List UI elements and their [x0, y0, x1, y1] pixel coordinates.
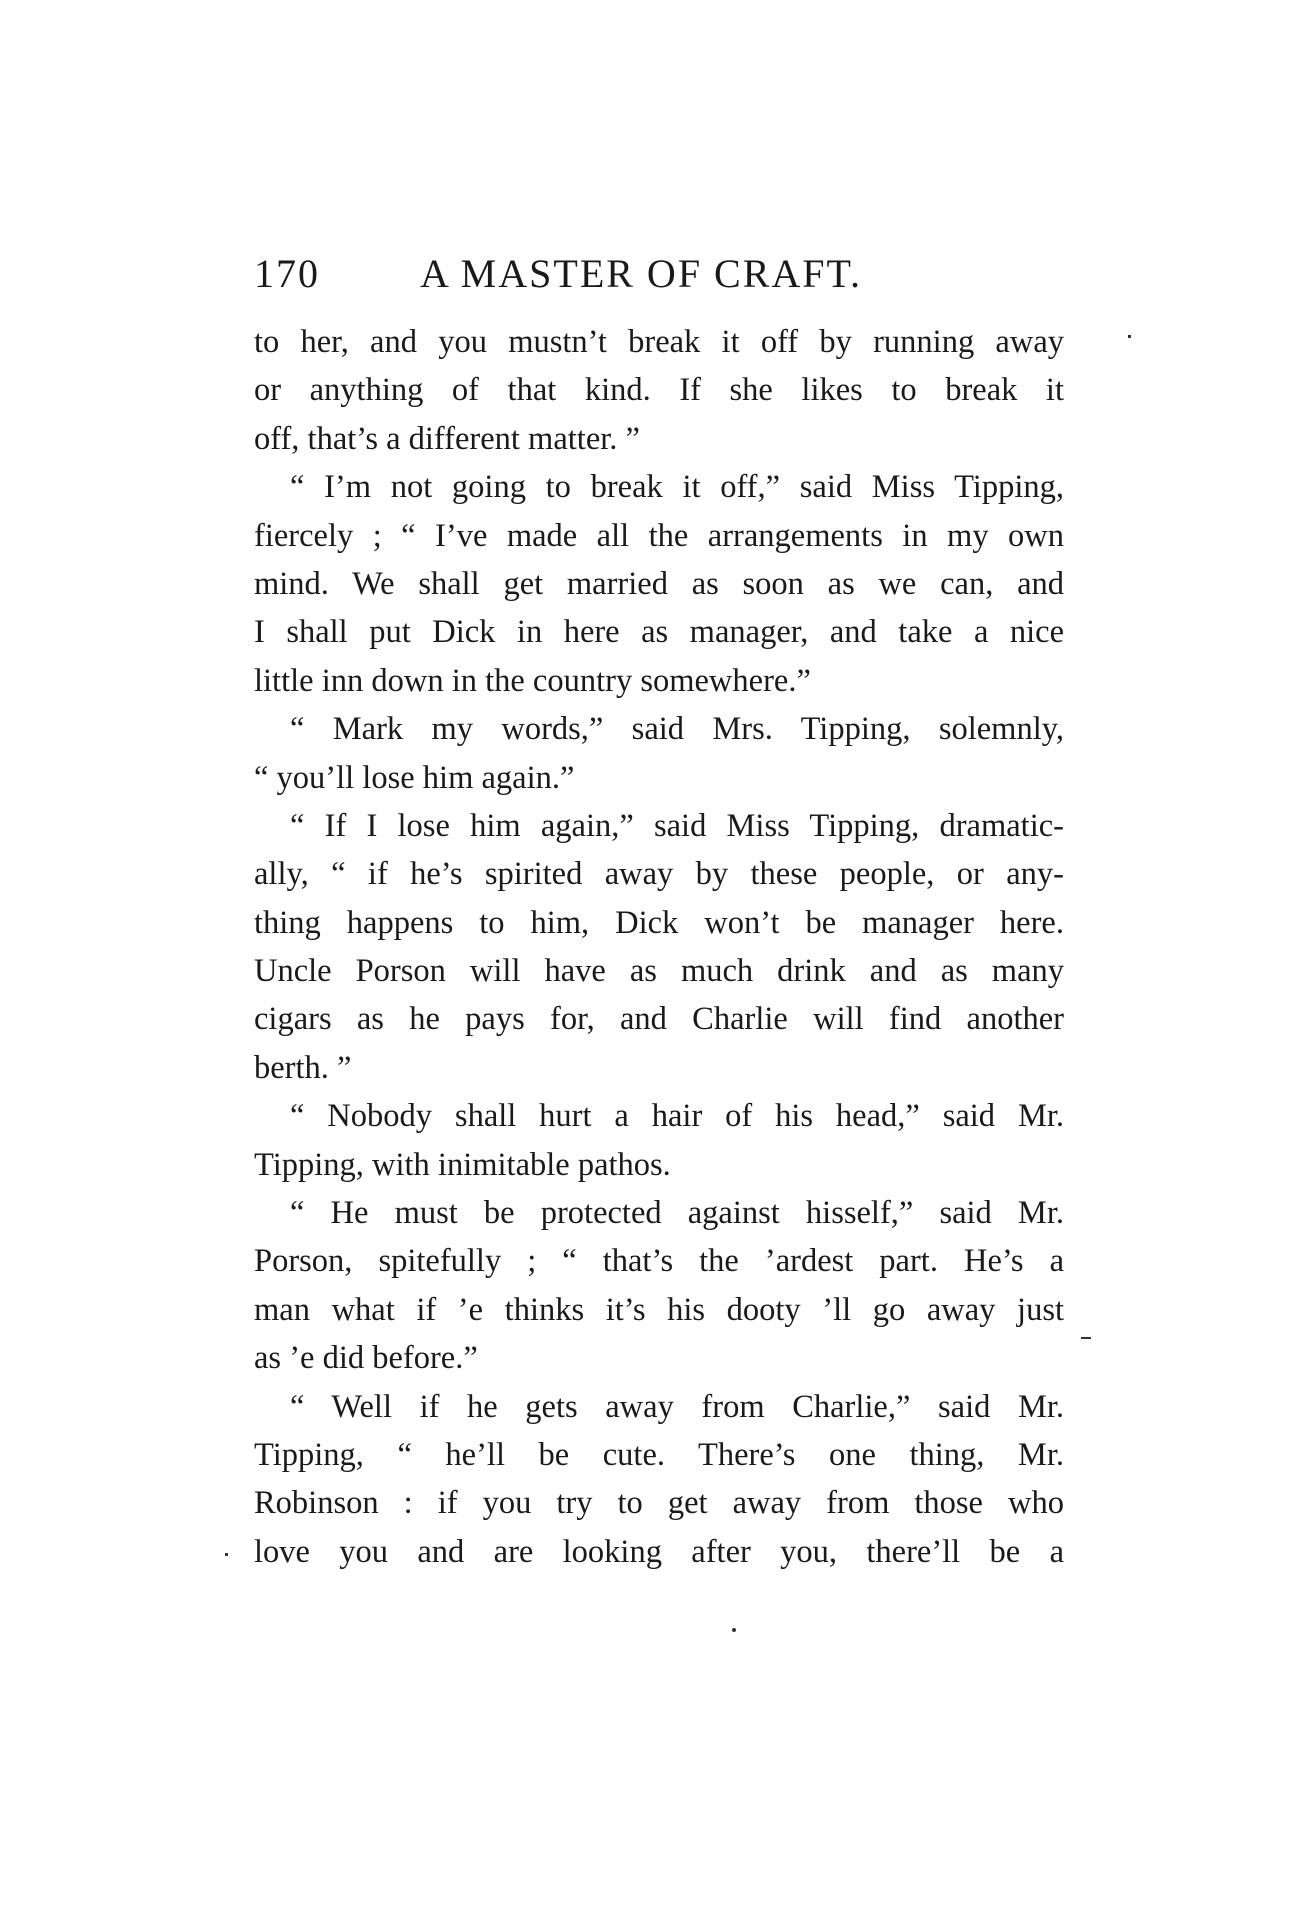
- text-line: “ Mark my words,” said Mrs. Tipping, solemnly,: [290, 711, 1064, 748]
- text-line: Tipping, with inimitable pathos.: [254, 1146, 671, 1183]
- text-line: to her, and you mustn’t break it off by running away: [254, 324, 1064, 360]
- text-line: “ you’ll lose him again.”: [254, 759, 575, 796]
- text-line: man what if ’e thinks it’s his dooty ’ll go away just: [254, 1291, 1064, 1328]
- text-line: fiercely ; “ I’ve made all the arrangements in my own: [254, 517, 1064, 554]
- speck-mark: [225, 1553, 228, 1556]
- text-line: love you and are looking after you, there’ll be a: [254, 1533, 1064, 1570]
- text-line: thing happens to him, Dick won’t be manager here.: [254, 904, 1064, 941]
- text-line: Porson, spitefully ; “ that’s the ’ardest part. He’s a: [254, 1243, 1064, 1280]
- speck-mark: [732, 1628, 736, 1632]
- text-line: “ He must be protected against hisself,” said Mr.: [290, 1195, 1064, 1232]
- text-line: or anything of that kind. If she likes to break it: [254, 372, 1064, 409]
- speck-mark: [1081, 1337, 1091, 1339]
- text-line: little inn down in the country somewhere.”: [254, 662, 811, 699]
- text-line: Uncle Porson will have as much drink and as many: [254, 953, 1064, 990]
- text-line: berth. ”: [254, 1049, 352, 1086]
- text-line: off, that’s a different matter. ”: [254, 420, 640, 457]
- body-text: [254, 318, 1064, 1576]
- text-line: “ If I lose him again,” said Miss Tipping, dramatic-: [290, 807, 1064, 844]
- text-line: mind. We shall get married as soon as we can, and: [254, 565, 1064, 602]
- text-line: Robinson : if you try to get away from those who: [254, 1485, 1064, 1522]
- text-line: I shall put Dick in here as manager, and take a nice: [254, 614, 1064, 651]
- text-line: cigars as he pays for, and Charlie will find another: [254, 1001, 1064, 1038]
- text-line: “ Well if he gets away from Charlie,” said Mr.: [290, 1388, 1064, 1425]
- text-line: as ’e did before.”: [254, 1340, 478, 1377]
- text-line: “ Nobody shall hurt a hair of his head,” said Mr.: [290, 1098, 1064, 1135]
- text-line: Tipping, “ he’ll be cute. There’s one thing, Mr.: [254, 1436, 1064, 1473]
- text-line: “ I’m not going to break it off,” said Miss Tipping,: [290, 469, 1064, 506]
- speck-mark: [1128, 335, 1131, 338]
- running-head: [254, 244, 1074, 304]
- running-title: A MASTER OF CRAFT.: [420, 251, 863, 296]
- text-line: ally, “ if he’s spirited away by these people, or any-: [254, 856, 1064, 893]
- page-number: 170: [254, 251, 320, 296]
